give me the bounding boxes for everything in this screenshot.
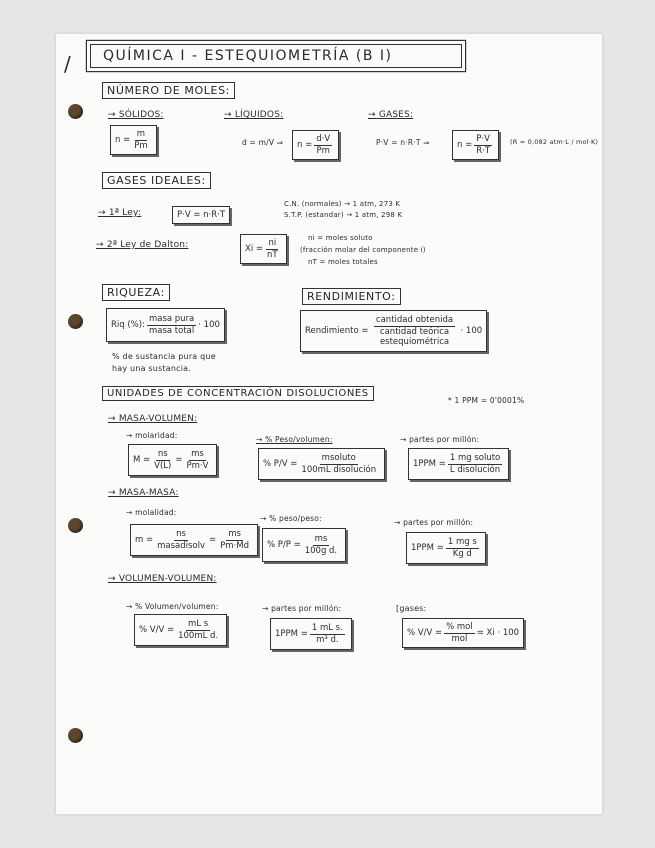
ley1-label: → 1ª Ley: [98, 208, 142, 218]
volumen-volumen-label: → VOLUMEN-VOLUMEN: [108, 574, 217, 584]
ley2-label: → 2ª Ley de Dalton: [96, 240, 189, 250]
masa-masa-label: → MASA-MASA: [108, 488, 179, 498]
punch-hole [68, 104, 83, 119]
ley1-formula-box: P·V = n·R·T [172, 206, 230, 224]
peso-volumen-formula-box: % P/V = $\frac{\text{msoluto}}{\text{100mL disolución}}$ [258, 448, 385, 480]
molalidad-label: → molalidad: [126, 508, 177, 517]
gases-vv-label: [gases: [396, 604, 427, 613]
molaridad-formula-box: M = $\frac{ns}{V(L)}$ = $\frac{ms}{Pm\cdot V}$ [128, 444, 217, 476]
nt-definition: nT = moles totales [308, 258, 378, 266]
gases-ideales-heading: GASES IDEALES: [102, 172, 211, 189]
ppm-label-vv: → partes por millón: [262, 604, 342, 613]
vol-vol-formula-box: % V/V = $\frac{\text{mL s}}{\text{100mL d.}}$ [134, 614, 227, 646]
ppm-equivalence: * 1 PPM = 0'0001% [448, 396, 525, 405]
riqueza-formula-box: Riq (%): $\frac{\text{masa pura}}{\text{masa total}}$ · 100 [106, 308, 225, 342]
xi-definition: (fracción molar del componente i) [300, 246, 426, 254]
ppm-formula-box-mm: 1PPM = $\frac{\text{1 mg s}}{\text{Kg d}}$ [406, 532, 486, 564]
riqueza-heading: RIQUEZA: [102, 284, 170, 301]
gas-constant: (R = 0,082 atm·L / mol·K) [510, 138, 599, 146]
punch-hole [68, 728, 83, 743]
riqueza-note-line2: hay una sustancia. [112, 364, 192, 373]
page-title: QUÍMICA I - ESTEQUIOMETRÍA (B I) [90, 44, 462, 68]
rendimiento-formula-box: Rendimiento = $\frac{\text{cantidad obtenida}}{\text{cantidad teórica estequiométrica}}$ · 100 [300, 310, 487, 352]
punch-hole [68, 518, 83, 533]
liquidos-formula-box: n = $\frac{d\cdot V}{Pm}$ [292, 130, 339, 160]
pen-mark: / [64, 52, 71, 76]
masa-volumen-label: → MASA-VOLUMEN: [108, 414, 198, 424]
riqueza-note-line1: % de sustancia pura que [112, 352, 216, 361]
molaridad-label: → molaridad: [126, 431, 178, 440]
solidos-label: → SÓLIDOS: [108, 110, 164, 120]
molalidad-formula-box: m = $\frac{ns}{\text{masadisolv}}$ = $\frac{ms}{Pm\cdot Md}$ [130, 524, 258, 556]
gases-label: → GASES: [368, 110, 414, 120]
unidades-heading: UNIDADES DE CONCENTRACIÓN DISOLUCIONES [102, 386, 374, 401]
peso-peso-formula-box: % P/P = $\frac{ms}{\text{100g d.}}$ [262, 528, 346, 562]
ppm-label-mv: → partes por millón: [400, 435, 480, 444]
solidos-formula-box: n = $\frac{m}{Pm}$ [110, 125, 157, 155]
ppm-label-mm: → partes por millón: [394, 518, 474, 527]
density-relation: d = m/V ⇒ [242, 138, 284, 147]
ppm-formula-box-mv: 1PPM = $\frac{\text{1 mg soluto}}{\text{L disolución}}$ [408, 448, 509, 480]
ni-definition: ni = moles soluto [308, 234, 373, 242]
punch-hole [68, 314, 83, 329]
rendimiento-heading: RENDIMIENTO: [302, 288, 401, 305]
liquidos-label: → LÍQUIDOS: [224, 110, 284, 120]
cn-conditions: C.N. (normales) → 1 atm, 273 K [284, 200, 401, 208]
ideal-gas-relation: P·V = n·R·T ⇒ [376, 138, 430, 147]
ppm-formula-box-vv: 1PPM = $\frac{\text{1 mL s.}}{\text{m³ d.}}$ [270, 618, 352, 650]
peso-volumen-label: → % Peso/volumen: [256, 435, 333, 444]
notebook-page [56, 34, 602, 814]
gases-formula-box: n = $\frac{P\cdot V}{R\cdot T}$ [452, 130, 499, 160]
stp-conditions: S.T.P. (estandar) → 1 atm, 298 K [284, 211, 403, 219]
dalton-formula-box: Xi = $\frac{ni}{nT}$ [240, 234, 287, 264]
moles-heading: NÚMERO DE MOLES: [102, 82, 235, 99]
gases-vv-formula-box: % V/V = $\frac{\text{\% mol}}{\text{mol}}$ = Xi · 100 [402, 618, 524, 648]
vol-vol-label: → % Volumen/volumen: [126, 602, 219, 611]
peso-peso-label: → % peso/peso: [260, 514, 322, 523]
